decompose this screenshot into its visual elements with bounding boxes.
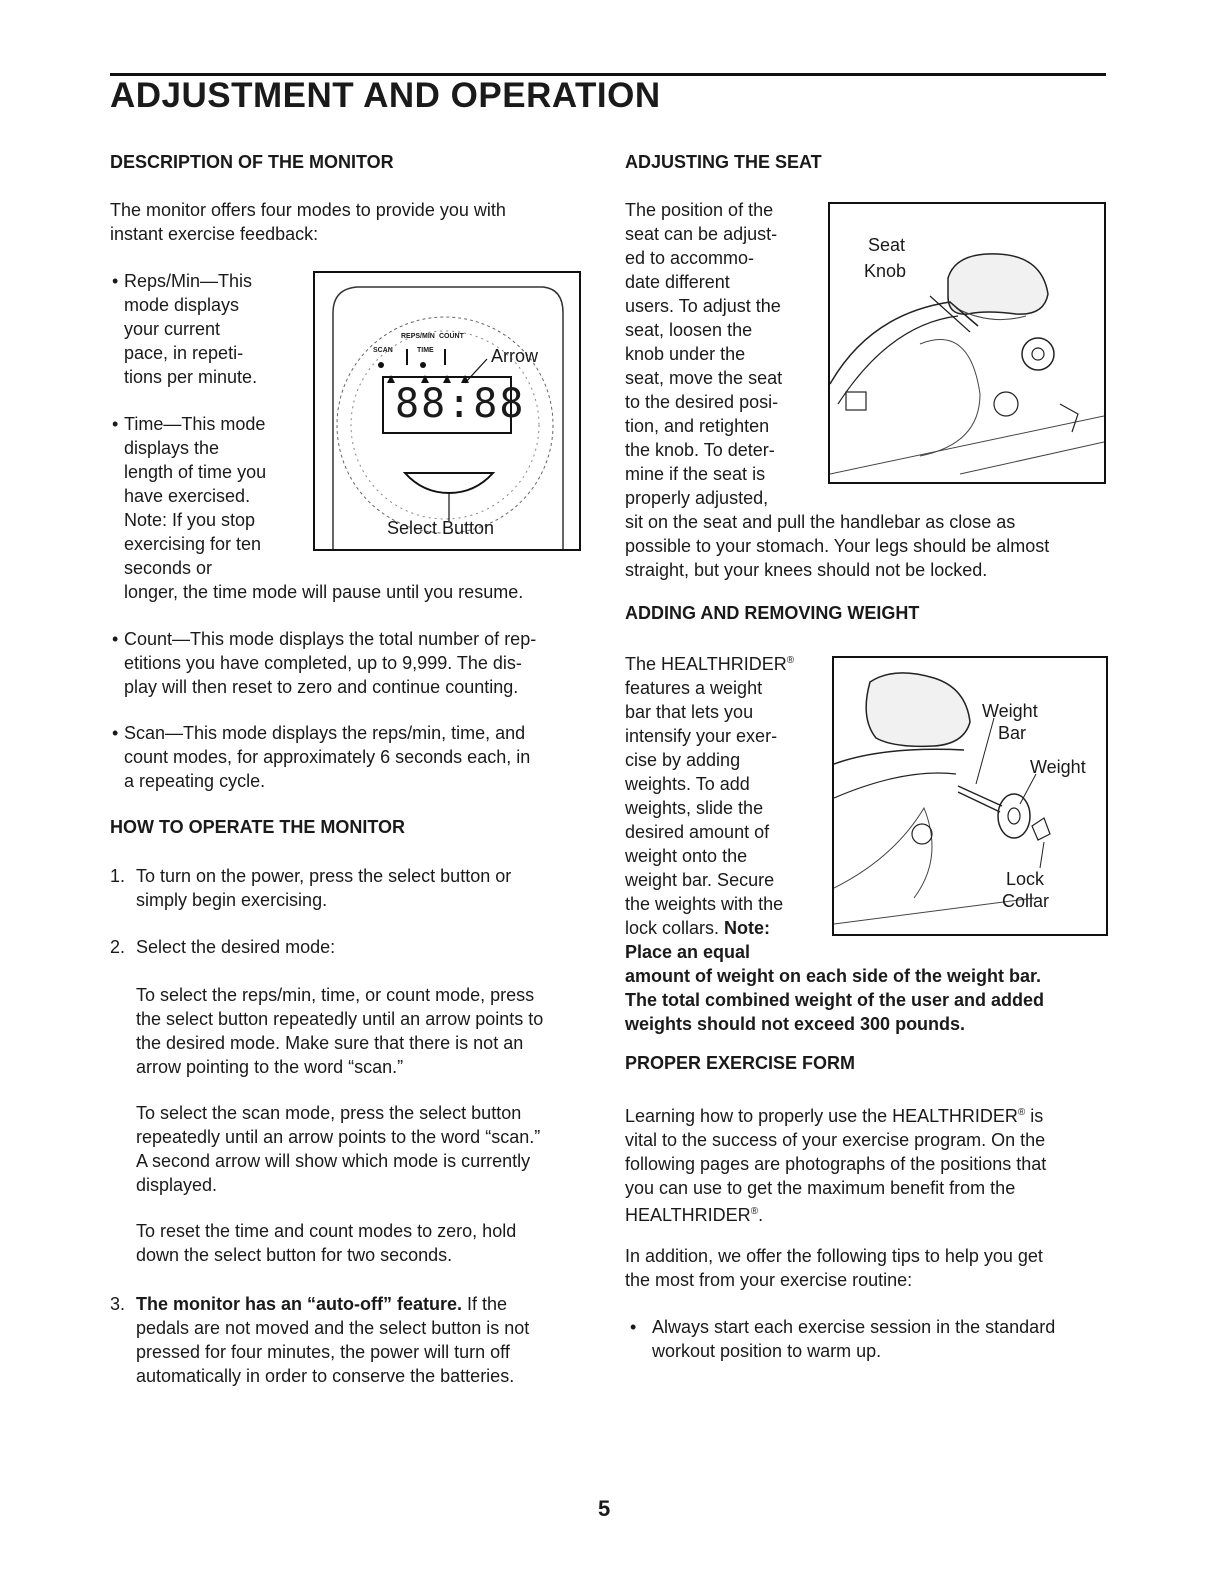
lock-label: Lock	[1006, 869, 1045, 889]
collar-label: Collar	[1002, 891, 1050, 911]
operate-heading: HOW TO OPERATE THE MONITOR	[110, 817, 406, 837]
arrow-label: Arrow	[491, 346, 539, 366]
select-button-label: Select Button	[387, 518, 495, 538]
weight-label: Weight	[1030, 757, 1086, 777]
weight-bar-label-2: Bar	[998, 723, 1027, 743]
weight-drawing	[834, 658, 1106, 934]
seat-heading: ADJUSTING THE SEAT	[625, 152, 822, 172]
monitor-figure	[313, 271, 581, 551]
bullet-count: • Count—This mode displays the total number of rep- etitions you have completed, up to 9,999. The dis- play will then reset to zero and continue counting.	[112, 629, 537, 697]
bullet-reps: • Reps/Min—This mode displays your current pace, in repeti- tions per minute.	[112, 271, 258, 387]
step-3: 3. The monitor has an “auto-off” feature. If the pedals are not moved and the select button is not pressed for four minutes, the power will turn off automatically in order to conserve the batteries.	[110, 1294, 530, 1386]
weight-heading: ADDING AND REMOVING WEIGHT	[625, 603, 920, 623]
seat-label: Seat	[868, 235, 906, 255]
weight-paragraph: The HEALTHRIDER® features a weight bar that lets you intensify your exer- cise by adding weights. To add weights, slide the desired amount of weight onto the weight bar. Secure the weights with the lock collars. Note: Place an equal amount of weight on each side of the weight bar. The total combined weight of the user and added weights should not exceed 300 pounds.	[625, 654, 1045, 1034]
form-paragraph-1: Learning how to properly use the HEALTHRIDER® is vital to the success of your exercise program. On the following pages are photographs of the positions that you can use to get the maximum benefit from the HEALTHRIDER®.	[625, 1106, 1047, 1225]
label-repsmin: REPS/MIN	[401, 333, 435, 340]
step-2-para-2: To select the scan mode, press the select button repeatedly until an arrow points to the word “scan.” A second arrow will show which mode is currently displayed.	[136, 1103, 541, 1195]
knob-label: Knob	[864, 261, 907, 281]
step-1: 1. To turn on the power, press the select button or simply begin exercising.	[110, 866, 512, 910]
monitor-heading: DESCRIPTION OF THE MONITOR	[110, 152, 394, 172]
bullet-time: • Time—This mode displays the length of time you have exercised. Note: If you stop exercising for ten seconds or	[112, 414, 267, 578]
weight-bar-label-1: Weight	[982, 701, 1038, 721]
form-heading: PROPER EXERCISE FORM	[625, 1053, 856, 1073]
label-scan: SCAN	[373, 347, 393, 354]
seat-paragraph: The position of the seat can be adjust- ed to accommo- date different users. To adjust the seat, loosen the knob under the seat, move the seat to the desired posi- tion, and retighten the knob. To deter- mine if the seat is properly adjusted, sit on the seat and pull the handlebar as close as possible to your stomach. Your legs should be almost straight, but your knees should not be locked.	[625, 200, 1050, 580]
weight-figure	[832, 656, 1108, 936]
step-2: 2. Select the desired mode:	[110, 937, 336, 957]
seat-figure	[828, 202, 1106, 484]
monitor-intro: The monitor offers four modes to provide you with instant exercise feedback:	[110, 200, 506, 244]
step-2-para-1: To select the reps/min, time, or count mode, press the select button repeatedly until an arrow points to the desired mode. Make sure that there is not an arrow pointing to the word “scan.”	[136, 985, 544, 1077]
lcd-display: 88:88	[395, 381, 526, 427]
time-tail: longer, the time mode will pause until you resume.	[124, 582, 524, 602]
label-count: COUNT	[439, 333, 464, 340]
label-time: TIME	[417, 347, 434, 354]
bullet-scan: • Scan—This mode displays the reps/min, time, and count modes, for approximately 6 seconds each, in a repeating cycle.	[112, 723, 531, 791]
page-title: ADJUSTMENT AND OPERATION	[110, 76, 661, 115]
page-number: 5	[598, 1496, 611, 1521]
form-bullet: • Always start each exercise session in the standard workout position to warm up.	[630, 1317, 1056, 1361]
step-2-para-3: To reset the time and count modes to zero, hold down the select button for two seconds.	[136, 1221, 517, 1265]
form-paragraph-2: In addition, we offer the following tips to help you get the most from your exercise routine:	[625, 1246, 1043, 1290]
